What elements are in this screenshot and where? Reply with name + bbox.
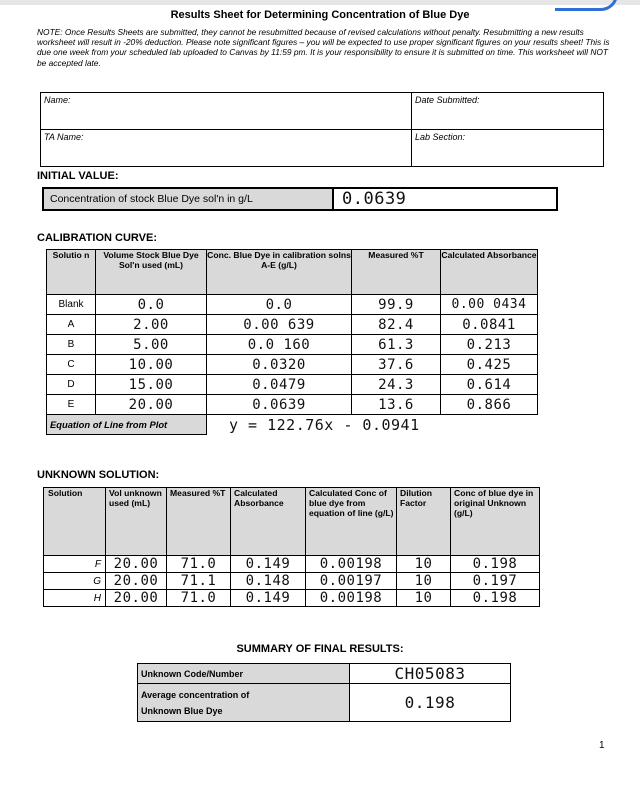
unk-df[interactable]: 10 (397, 573, 451, 590)
unk-conc[interactable]: 0.00198 (306, 556, 397, 573)
unk-t[interactable]: 71.0 (167, 556, 231, 573)
unknown-table (43, 487, 540, 607)
unk-header-conc: Calculated Conc of blue dye from equation of line (g/L) (306, 488, 397, 556)
cal-vol[interactable]: 15.00 (96, 375, 207, 395)
equation-value[interactable]: y = 122.76x - 0.0941 (229, 415, 420, 434)
date-label: Date Submitted: (415, 95, 480, 105)
unk-header-vol: Vol unknown used (mL) (106, 488, 167, 556)
ta-label: TA Name: (44, 132, 84, 142)
cal-t[interactable]: 61.3 (352, 335, 441, 355)
cal-row-label: B (47, 335, 96, 355)
calibration-heading: CALIBRATION CURVE: (37, 232, 157, 244)
cal-conc[interactable]: 0.00 639 (207, 315, 352, 335)
summary-table (137, 663, 511, 722)
table-row (47, 335, 538, 355)
table-row (44, 556, 540, 573)
unk-t[interactable]: 71.1 (167, 573, 231, 590)
cal-header-abs: Calculated Absorbance (441, 250, 538, 295)
ta-field[interactable] (41, 130, 412, 167)
cal-row-label: D (47, 375, 96, 395)
page-number: 1 (599, 740, 605, 751)
unk-df[interactable]: 10 (397, 556, 451, 573)
cal-abs[interactable]: 0.614 (441, 375, 538, 395)
date-field[interactable] (412, 93, 604, 130)
cal-abs[interactable]: 0.425 (441, 355, 538, 375)
cal-abs[interactable]: 0.00 0434 (441, 295, 538, 315)
unk-orig[interactable]: 0.198 (451, 590, 540, 607)
cal-conc[interactable]: 0.0320 (207, 355, 352, 375)
avg-label-line-1: Average concentration of (141, 689, 250, 700)
table-row (47, 355, 538, 375)
unk-t[interactable]: 71.0 (167, 590, 231, 607)
unk-abs[interactable]: 0.149 (231, 590, 306, 607)
section-label: Lab Section: (415, 132, 466, 142)
code-label: Unknown Code/Number (138, 664, 350, 684)
cal-vol[interactable]: 10.00 (96, 355, 207, 375)
note-paragraph: NOTE: Once Results Sheets are submitted, they cannot be resubmitted because of revised calculations without penalty. Resubmitting a new results worksheet will result in -20% deduction. Please note significant figures – you will be expected to use proper significant figures on your results sheet! This is due one week from your scheduled lab uploaded to Canvas by 11:59 pm. It is your responsibility to ensure it is submitted on time. This worksheet will NOT be accepted late. (37, 27, 610, 68)
cal-abs[interactable]: 0.213 (441, 335, 538, 355)
cal-conc[interactable]: 0.0479 (207, 375, 352, 395)
avg-label-line-2: Unknown Blue Dye (141, 705, 223, 716)
cal-header-t: Measured %T (352, 250, 441, 295)
equation-label: Equation of Line from Plot (47, 415, 207, 435)
summary-heading: SUMMARY OF FINAL RESULTS: (236, 643, 404, 655)
initial-heading: INITIAL VALUE: (37, 170, 119, 182)
name-field[interactable] (41, 93, 412, 130)
unk-header-orig: Conc of blue dye in original Unknown (g/L) (451, 488, 540, 556)
cal-row-label: A (47, 315, 96, 335)
top-bar (0, 0, 640, 5)
page-title: Results Sheet for Determining Concentration of Blue Dye (170, 9, 470, 21)
cal-t[interactable]: 13.6 (352, 395, 441, 415)
cal-row-label: E (47, 395, 96, 415)
name-label: Name: (44, 95, 71, 105)
cal-t[interactable]: 24.3 (352, 375, 441, 395)
cal-conc[interactable]: 0.0 (207, 295, 352, 315)
avg-value[interactable]: 0.198 (350, 684, 511, 722)
unk-orig[interactable]: 0.197 (451, 573, 540, 590)
initial-table (42, 187, 558, 211)
cal-vol[interactable]: 0.0 (96, 295, 207, 315)
initial-value[interactable]: 0.0639 (333, 188, 557, 210)
cal-abs[interactable]: 0.0841 (441, 315, 538, 335)
unk-row-label: F (44, 556, 106, 573)
table-row (47, 315, 538, 335)
info-table (40, 92, 604, 167)
unk-header-solution: Solution (44, 488, 106, 556)
unk-orig[interactable]: 0.198 (451, 556, 540, 573)
cal-header-conc: Conc. Blue Dye in calibration solns A-E (g/L) (207, 250, 352, 295)
unk-vol[interactable]: 20.00 (106, 556, 167, 573)
cal-conc[interactable]: 0.0639 (207, 395, 352, 415)
cal-row-label: C (47, 355, 96, 375)
avg-label (138, 684, 350, 722)
cal-vol[interactable]: 2.00 (96, 315, 207, 335)
unk-row-label: H (44, 590, 106, 607)
unk-header-df: Dilution Factor (397, 488, 451, 556)
unk-row-label: G (44, 573, 106, 590)
cal-header-volume: Volume Stock Blue Dye Sol'n used (mL) (96, 250, 207, 295)
cal-vol[interactable]: 20.00 (96, 395, 207, 415)
cal-t[interactable]: 37.6 (352, 355, 441, 375)
unk-abs[interactable]: 0.148 (231, 573, 306, 590)
table-row (44, 590, 540, 607)
table-row (47, 295, 538, 315)
cal-t[interactable]: 82.4 (352, 315, 441, 335)
section-field[interactable] (412, 130, 604, 167)
unk-header-abs: Calculated Absorbance (231, 488, 306, 556)
unk-vol[interactable]: 20.00 (106, 573, 167, 590)
cal-conc[interactable]: 0.0 160 (207, 335, 352, 355)
table-row (47, 395, 538, 415)
initial-label: Concentration of stock Blue Dye sol'n in g/L (43, 188, 333, 210)
cal-abs[interactable]: 0.866 (441, 395, 538, 415)
cal-t[interactable]: 99.9 (352, 295, 441, 315)
unk-df[interactable]: 10 (397, 590, 451, 607)
unk-conc[interactable]: 0.00197 (306, 573, 397, 590)
unk-conc[interactable]: 0.00198 (306, 590, 397, 607)
calibration-table (46, 249, 538, 435)
cal-row-label: Blank (47, 295, 96, 315)
cal-vol[interactable]: 5.00 (96, 335, 207, 355)
table-row (47, 375, 538, 395)
code-value[interactable]: CH05083 (350, 664, 511, 684)
unk-vol[interactable]: 20.00 (106, 590, 167, 607)
unknown-heading: UNKNOWN SOLUTION: (37, 469, 160, 481)
unk-abs[interactable]: 0.149 (231, 556, 306, 573)
unk-header-t: Measured %T (167, 488, 231, 556)
cal-header-solution: Solutio n (47, 250, 96, 295)
table-row (44, 573, 540, 590)
